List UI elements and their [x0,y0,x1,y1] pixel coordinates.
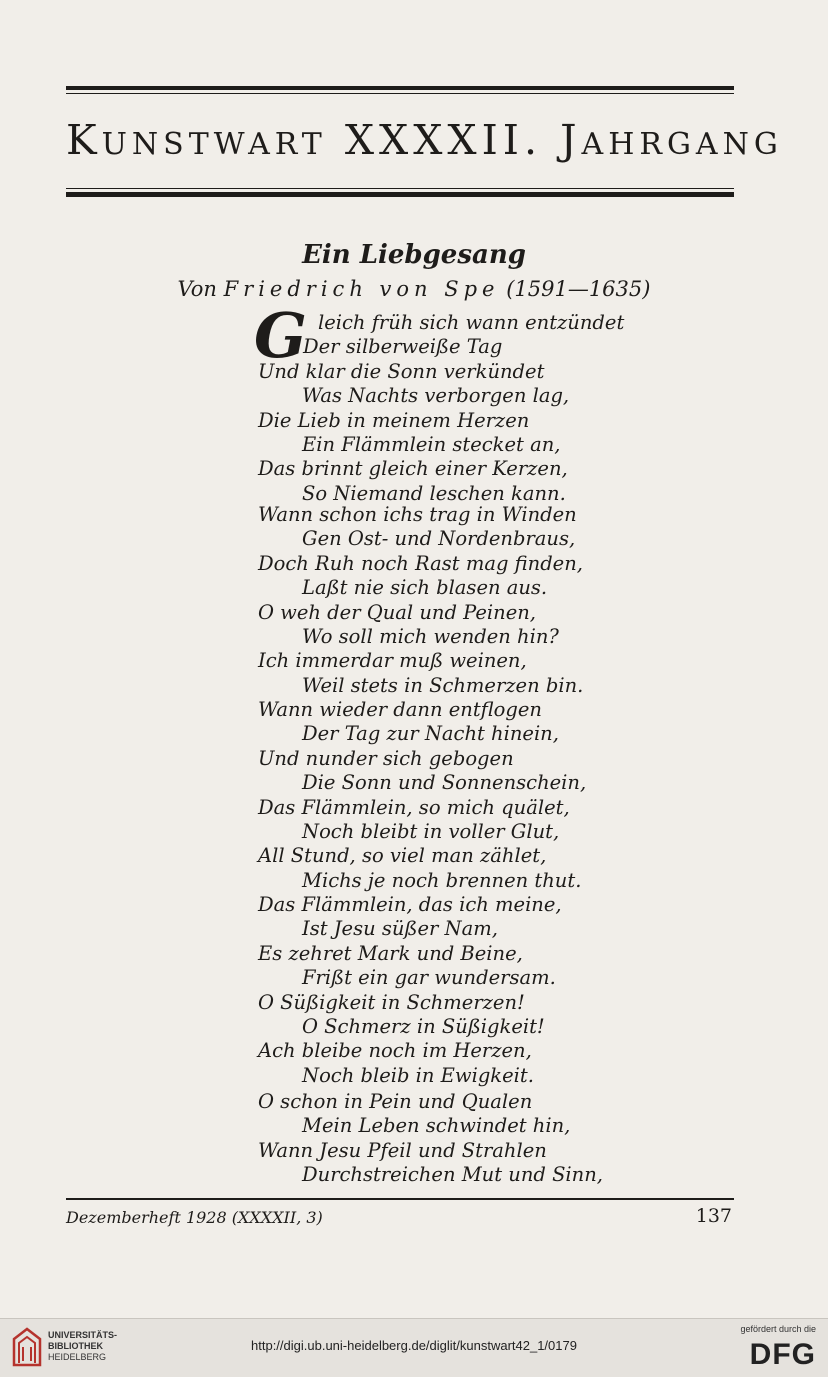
poem-line: Das Flämmlein, das ich meine, [258,893,562,916]
poem-line: Ein Flämmlein stecket an, [302,433,561,456]
poem-line: Ach bleibe noch im Herzen, [258,1039,532,1063]
poem-line: Der Tag zur Nacht hinein, [302,722,559,746]
poem-line: Ich immerdar muß weinen, [258,649,527,673]
issue-label: Dezemberheft 1928 (XXXXII, 3) [66,1208,323,1227]
source-url-link[interactable]: http://digi.ub.uni-heidelberg.de/diglit/kunstwart42_1/0179 [251,1338,577,1353]
poem-line: Noch bleib in Ewigkeit. [302,1063,534,1087]
poem-line: leich früh sich wann entzündet [318,311,625,334]
poem-line: O Süßigkeit in Schmerzen! [258,990,525,1014]
poem-line: So Niemand leschen kann. [302,481,566,505]
poem-line: Durchstreichen Mut und Sinn, [302,1163,603,1187]
header-rule-top-thin [66,93,734,94]
poem-line: Gen Ost- und Nordenbraus, [302,527,576,551]
poem-line: Es zehret Mark und Beine, [258,941,523,965]
page-number: 137 [695,1205,732,1227]
poem-line: Was Nachts verborgen lag, [302,384,570,408]
poem-line: Wann schon ichs trag in Winden [258,503,577,526]
journal-title: KUNSTWART XXXXII. JAHRGANG [66,116,783,164]
header-rule-top [66,86,734,90]
header-rule-bottom [66,192,734,197]
institution-name[interactable]: UNIVERSITÄTS- BIBLIOTHEK HEIDELBERG [48,1330,118,1362]
poem-line: Frißt ein gar wundersam. [302,966,556,990]
poem-line: Noch bleibt in voller Glut, [302,820,560,843]
poem-byline: Von Friedrich von Spe (1591—1635) [177,277,651,301]
poem-line: O weh der Qual und Peinen, [258,600,536,624]
poem-line: Die Sonn und Sonnenschein, [302,771,587,795]
poem-line: Das Flämmlein, so mich quälet, [258,795,570,819]
poem-line: Der silberweiße Tag [303,335,503,359]
poem-line: Doch Ruh noch Rast mag finden, [258,551,583,575]
poem-line: Die Lieb in meinem Herzen [258,408,530,432]
poem-line: Und klar die Sonn verkündet [258,359,545,383]
poem-line: Ist Jesu süßer Nam, [302,917,498,941]
drop-capital: G [254,299,307,372]
poem-line: Michs je noch brennen thut. [302,868,582,892]
viewer-footer-bar [0,1318,828,1377]
poem-line: Wann wieder dann entflogen [258,698,542,721]
poem-title: Ein Liebgesang [302,240,526,270]
poem-line: Und nunder sich gebogen [258,746,514,770]
poem-line: O schon in Pein und Qualen [258,1090,533,1113]
poem-line: Mein Leben schwindet hin, [302,1114,571,1138]
poem-line: Laßt nie sich blasen aus. [302,576,548,600]
poem-line: Das brinnt gleich einer Kerzen, [258,457,568,481]
poem-line: All Stund, so viel man zählet, [258,844,547,868]
poem-line: Weil stets in Schmerzen bin. [302,673,584,697]
poem-line: O Schmerz in Süßigkeit! [302,1015,545,1038]
footer-rule [66,1198,734,1200]
poem-line: Wann Jesu Pfeil und Strahlen [258,1138,547,1162]
poem-line: Wo soll mich wenden hin? [302,625,559,648]
header-rule-bottom-thin [66,188,734,189]
funding-label: gefördert durch die [740,1324,816,1334]
dfg-logo[interactable]: DFG [749,1338,816,1371]
